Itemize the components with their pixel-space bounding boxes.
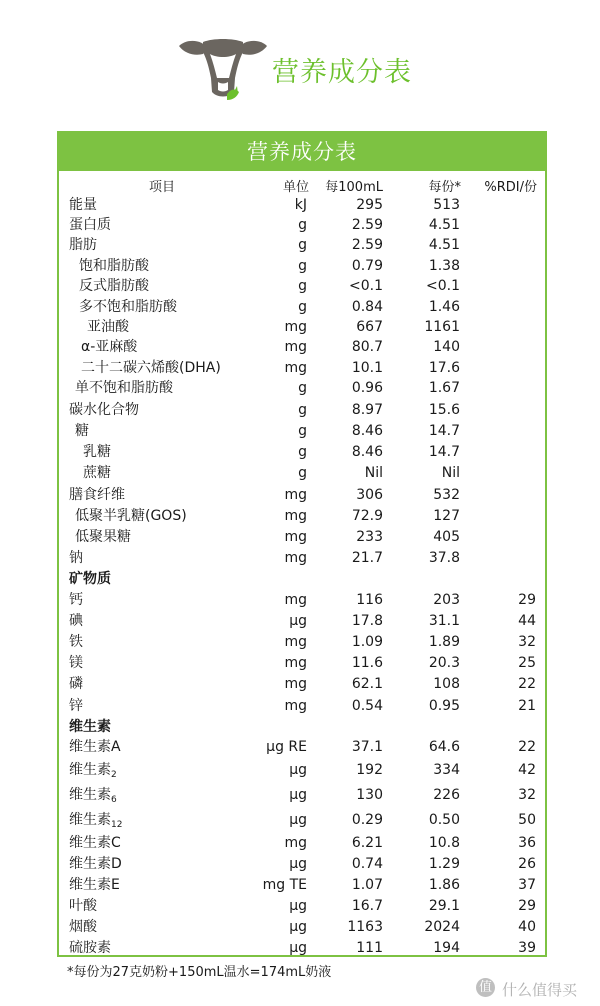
table-row [59, 833, 545, 853]
table-row [59, 317, 545, 337]
unit-cell: mg [284, 508, 307, 524]
nutrient-name [69, 785, 117, 805]
nutrient-name-text: 蛋白质 [69, 217, 111, 233]
serving-cell: 108 [433, 676, 460, 692]
column-header-serving: 每份* [428, 180, 461, 195]
nutrient-name [81, 358, 221, 378]
serving-cell: 64.6 [428, 739, 460, 755]
rdi-cell: 39 [518, 940, 536, 956]
nutrient-subscript: 2 [111, 770, 117, 780]
nutrient-name [69, 611, 83, 631]
serving-cell: 29.1 [428, 898, 460, 914]
rdi-cell: 32 [518, 787, 536, 803]
nutrient-name-text: 叶酸 [69, 898, 97, 914]
serving-cell: 0.95 [428, 698, 460, 714]
nutrient-name-text: 维生素 [69, 762, 111, 778]
per100-cell: 6.21 [351, 835, 383, 851]
unit-cell: g [298, 217, 307, 233]
per100-cell: 21.7 [351, 550, 383, 566]
serving-cell: 20.3 [428, 655, 460, 671]
serving-cell: 1161 [424, 319, 460, 335]
serving-cell: 37.8 [428, 550, 460, 566]
zhi-badge-icon: 值 [476, 978, 495, 997]
nutrient-name-text: 硫胺素 [69, 940, 111, 956]
serving-cell: 1.86 [428, 877, 460, 893]
cow-head-icon [177, 34, 269, 104]
nutrient-name [81, 337, 137, 357]
unit-cell: mg [284, 592, 307, 608]
serving-cell: 31.1 [428, 613, 460, 629]
per100-cell: 37.1 [351, 739, 383, 755]
rdi-cell: 22 [518, 676, 536, 692]
per100-cell: 0.96 [351, 380, 383, 396]
table-row [59, 674, 545, 694]
nutrient-name-text: 反式脂肪酸 [79, 278, 149, 294]
table-row [59, 896, 545, 916]
nutrient-name [69, 696, 83, 716]
serving-cell: 4.51 [428, 217, 460, 233]
table-row [59, 378, 545, 398]
table-row [59, 653, 545, 673]
unit-cell: μg [289, 898, 307, 914]
unit-cell: mg [284, 529, 307, 545]
per100-cell: 1.07 [351, 877, 383, 893]
nutrient-name-text: 维生素 [69, 787, 111, 803]
table-row [59, 696, 545, 716]
per100-cell: 17.8 [351, 613, 383, 629]
column-header-item: 项目 [149, 180, 176, 195]
nutrient-name [69, 653, 83, 673]
serving-cell: 405 [433, 529, 460, 545]
unit-cell: mg [284, 319, 307, 335]
table-row [59, 215, 545, 235]
rdi-cell: 37 [518, 877, 536, 893]
nutrient-name-text: 脂肪 [69, 237, 97, 253]
unit-cell: g [298, 465, 307, 481]
serving-cell: 14.7 [428, 444, 460, 460]
serving-cell: 4.51 [428, 237, 460, 253]
nutrient-name [69, 896, 97, 916]
nutrient-name [69, 569, 111, 589]
table-row [59, 917, 545, 937]
table-row [59, 463, 545, 483]
nutrient-name-text: 维生素C [69, 835, 121, 851]
nutrient-subscript: 12 [111, 820, 123, 830]
nutrient-name [69, 917, 97, 937]
serving-cell: 1.89 [428, 634, 460, 650]
per100-cell: 192 [356, 762, 383, 778]
nutrient-name-text: 维生素D [69, 856, 122, 872]
nutrient-name [69, 548, 83, 568]
unit-cell: μg [289, 856, 307, 872]
per100-cell: 0.74 [351, 856, 383, 872]
serving-cell: 2024 [424, 919, 460, 935]
per100-cell: 10.1 [351, 360, 383, 376]
unit-cell: g [298, 278, 307, 294]
rdi-cell: 29 [518, 592, 536, 608]
table-row [59, 195, 545, 215]
page-header [0, 0, 600, 120]
rdi-cell: 32 [518, 634, 536, 650]
nutrient-name [69, 195, 97, 215]
nutrient-name [75, 421, 89, 441]
rdi-cell: 25 [518, 655, 536, 671]
per100-cell: 116 [356, 592, 383, 608]
nutrient-name-text: 钠 [69, 550, 83, 566]
serving-cell: 532 [433, 487, 460, 503]
rdi-cell: 44 [518, 613, 536, 629]
nutrient-name [75, 527, 131, 547]
table-row [59, 527, 545, 547]
nutrient-name-text: 饱和脂肪酸 [79, 258, 149, 274]
unit-cell: g [298, 258, 307, 274]
table-row [59, 400, 545, 420]
nutrient-name [83, 442, 111, 462]
unit-cell: μg RE [266, 739, 307, 755]
nutrient-name [69, 590, 83, 610]
per100-cell: 0.79 [351, 258, 383, 274]
panel-title: 营养成分表 [59, 133, 545, 171]
nutrient-name-text: α-亚麻酸 [81, 339, 138, 355]
per100-cell: 0.84 [351, 299, 383, 315]
unit-cell: mg TE [262, 877, 307, 893]
nutrient-name-text: 亚油酸 [87, 319, 129, 335]
table-row [59, 854, 545, 874]
nutrient-name-text: 二十二碳六烯酸(DHA) [81, 360, 221, 376]
table-row [59, 256, 545, 276]
nutrient-name-text: 能量 [69, 197, 97, 213]
rdi-cell: 26 [518, 856, 536, 872]
serving-cell: 14.7 [428, 423, 460, 439]
table-row [59, 737, 545, 757]
per100-cell: 130 [356, 787, 383, 803]
section-row [59, 569, 545, 589]
serving-cell: 203 [433, 592, 460, 608]
table-row [59, 548, 545, 568]
table-row [59, 590, 545, 610]
table-row [59, 276, 545, 296]
unit-cell: mg [284, 655, 307, 671]
rdi-cell: 29 [518, 898, 536, 914]
table-row [59, 810, 545, 830]
nutrient-name-text: 磷 [69, 676, 83, 692]
nutrient-name [79, 256, 149, 276]
table-row [59, 760, 545, 780]
per100-cell: 80.7 [351, 339, 383, 355]
per100-cell: 2.59 [351, 237, 383, 253]
per100-cell: 0.29 [351, 812, 383, 828]
unit-cell: μg [289, 787, 307, 803]
rdi-cell: 36 [518, 835, 536, 851]
nutrient-name-text: 维生素E [69, 877, 120, 893]
nutrient-name-text: 铁 [69, 634, 83, 650]
serving-cell: 10.8 [428, 835, 460, 851]
serving-cell: 334 [433, 762, 460, 778]
nutrient-name-text: 碘 [69, 613, 83, 629]
table-row [59, 358, 545, 378]
unit-cell: mg [284, 550, 307, 566]
unit-cell: mg [284, 360, 307, 376]
per100-cell: 111 [356, 940, 383, 956]
table-row [59, 632, 545, 652]
unit-cell: μg [289, 812, 307, 828]
nutrient-name-text: 维生素 [69, 812, 111, 828]
unit-cell: g [298, 237, 307, 253]
nutrient-name [69, 400, 139, 420]
unit-cell: g [298, 444, 307, 460]
unit-cell: μg [289, 919, 307, 935]
per100-cell: 8.97 [351, 402, 383, 418]
watermark [476, 978, 596, 1000]
unit-cell: μg [289, 613, 307, 629]
serving-cell: <0.1 [426, 278, 460, 294]
table-row [59, 938, 545, 958]
serving-cell: 1.29 [428, 856, 460, 872]
nutrient-name-text: 膳食纤维 [69, 487, 125, 503]
unit-cell: mg [284, 487, 307, 503]
nutrient-name [87, 317, 129, 337]
nutrient-name [69, 737, 121, 757]
nutrient-name [69, 717, 111, 737]
unit-cell: g [298, 402, 307, 418]
per100-cell: 0.54 [351, 698, 383, 714]
serving-cell: 127 [433, 508, 460, 524]
table-row [59, 442, 545, 462]
table-row [59, 785, 545, 805]
nutrient-name [69, 235, 97, 255]
nutrient-name-text: 单不饱和脂肪酸 [75, 380, 173, 396]
column-header-per100: 每100mL [325, 180, 383, 195]
per100-cell: 11.6 [351, 655, 383, 671]
table-row [59, 235, 545, 255]
nutrient-name [69, 215, 111, 235]
serving-cell: 226 [433, 787, 460, 803]
serving-cell: 1.38 [428, 258, 460, 274]
nutrient-name [69, 632, 83, 652]
unit-cell: mg [284, 698, 307, 714]
serving-cell: 194 [433, 940, 460, 956]
nutrient-name-text: 多不饱和脂肪酸 [79, 299, 177, 315]
nutrient-name [83, 463, 111, 483]
per100-cell: 667 [356, 319, 383, 335]
per100-cell: 8.46 [351, 444, 383, 460]
unit-cell: mg [284, 634, 307, 650]
nutrient-name-text: 镁 [69, 655, 83, 671]
nutrient-name-text: 低聚果糖 [75, 529, 131, 545]
table-row [59, 611, 545, 631]
serving-cell: 15.6 [428, 402, 460, 418]
serving-cell: 0.50 [428, 812, 460, 828]
nutrient-name-text: 维生素A [69, 739, 121, 755]
per100-cell: 1.09 [351, 634, 383, 650]
per100-cell: Nil [364, 465, 383, 481]
per100-cell: 306 [356, 487, 383, 503]
serving-cell: Nil [441, 465, 460, 481]
nutrient-name-text: 乳糖 [83, 444, 111, 460]
unit-cell: g [298, 299, 307, 315]
table-row [59, 485, 545, 505]
unit-cell: kJ [294, 197, 307, 213]
nutrient-name [69, 833, 121, 853]
footnote: *每份为27克奶粉+150mL温水=174mL奶液 [67, 965, 332, 980]
per100-cell: 295 [356, 197, 383, 213]
nutrient-name [75, 378, 173, 398]
nutrient-name-text: 维生素 [69, 719, 111, 735]
table-row [59, 875, 545, 895]
nutrient-name [69, 760, 117, 780]
per100-cell: 16.7 [351, 898, 383, 914]
unit-cell: mg [284, 339, 307, 355]
watermark-text: 什么值得买 [502, 981, 578, 999]
header-title: 营养成分表 [272, 57, 412, 88]
serving-cell: 1.67 [428, 380, 460, 396]
nutrient-name [69, 674, 83, 694]
unit-cell: g [298, 423, 307, 439]
table-row [59, 421, 545, 441]
rdi-cell: 42 [518, 762, 536, 778]
nutrient-name-text: 糖 [75, 423, 89, 439]
column-header-rdi: %RDI/份 [484, 180, 537, 195]
per100-cell: 8.46 [351, 423, 383, 439]
per100-cell: 72.9 [351, 508, 383, 524]
nutrient-name [69, 810, 122, 830]
nutrition-panel [57, 131, 547, 957]
nutrient-name-text: 低聚半乳糖(GOS) [75, 508, 187, 524]
per100-cell: 1163 [347, 919, 383, 935]
unit-cell: μg [289, 940, 307, 956]
nutrient-name [69, 875, 120, 895]
nutrient-name-text: 碳水化合物 [69, 402, 139, 418]
per100-cell: 62.1 [351, 676, 383, 692]
rdi-cell: 40 [518, 919, 536, 935]
nutrient-name-text: 钙 [69, 592, 83, 608]
nutrient-name [69, 854, 122, 874]
serving-cell: 1.46 [428, 299, 460, 315]
nutrient-name-text: 矿物质 [69, 571, 111, 587]
table-row [59, 337, 545, 357]
rdi-cell: 21 [518, 698, 536, 714]
nutrient-name-text: 锌 [69, 698, 83, 714]
section-row [59, 717, 545, 737]
nutrient-name-text: 烟酸 [69, 919, 97, 935]
column-header-unit: 单位 [282, 180, 309, 195]
unit-cell: g [298, 380, 307, 396]
rdi-cell: 22 [518, 739, 536, 755]
serving-cell: 17.6 [428, 360, 460, 376]
serving-cell: 513 [433, 197, 460, 213]
unit-cell: μg [289, 762, 307, 778]
nutrient-name-text: 蔗糖 [83, 465, 111, 481]
per100-cell: <0.1 [349, 278, 383, 294]
table-row [59, 297, 545, 317]
table-row [59, 506, 545, 526]
unit-cell: mg [284, 835, 307, 851]
per100-cell: 233 [356, 529, 383, 545]
nutrient-name [75, 506, 187, 526]
rdi-cell: 50 [518, 812, 536, 828]
nutrient-name [69, 938, 111, 958]
unit-cell: mg [284, 676, 307, 692]
nutrient-name [79, 276, 149, 296]
nutrient-name [69, 485, 125, 505]
nutrient-name [79, 297, 177, 317]
per100-cell: 2.59 [351, 217, 383, 233]
serving-cell: 140 [433, 339, 460, 355]
nutrient-subscript: 6 [111, 795, 117, 805]
